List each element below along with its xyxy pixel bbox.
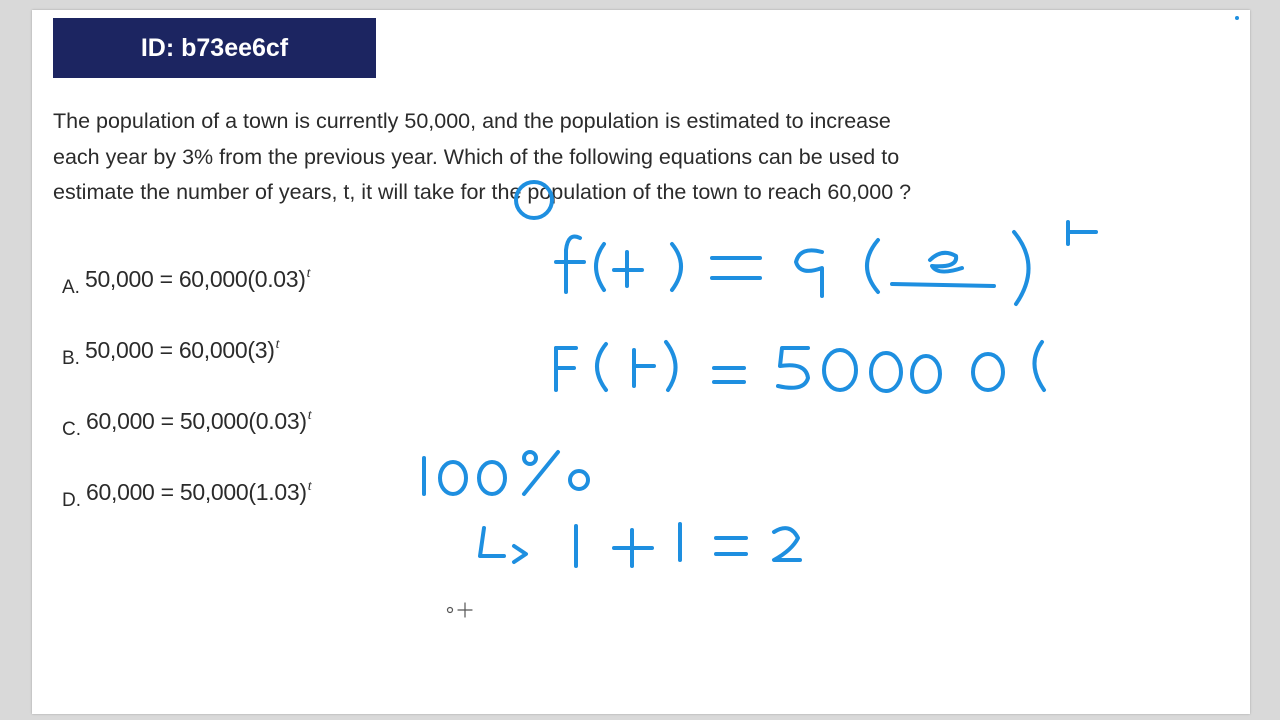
- exponent: t: [306, 266, 311, 281]
- choice-letter: A.: [62, 277, 80, 298]
- choice-letter: B.: [62, 348, 80, 369]
- choice-equation: $50,000 = 60,000(0.03)^t$: [84, 266, 311, 292]
- id-label: ID: b73ee6cf: [140, 33, 289, 62]
- choice-equation: $60,000 = 50,000(0.03)^t$: [86, 408, 312, 434]
- choice-equation: $60,000 = 50,000(1.03)^t$: [86, 479, 312, 505]
- id-banner: [53, 18, 376, 78]
- choice-a[interactable]: [62, 266, 310, 299]
- choice-c[interactable]: [62, 408, 311, 441]
- choice-equation: $50,000 = 60,000(3)^t$: [84, 337, 280, 363]
- exponent: t: [307, 408, 312, 423]
- corner-dot: [1235, 16, 1239, 20]
- choice-d[interactable]: [62, 479, 311, 512]
- choice-b[interactable]: [62, 337, 279, 370]
- exponent: t: [275, 337, 280, 352]
- exponent: t: [307, 479, 312, 494]
- choice-letter: C.: [62, 419, 81, 440]
- question-text: The population of a town is currently 50,000, and the population is estimated to increase each year by 3% from the previous year. Which of the following equations can be used to estimate the number of years, t, it will take for the population of the town to reach 60,000 ?: [53, 109, 912, 204]
- choice-letter: D.: [62, 490, 81, 511]
